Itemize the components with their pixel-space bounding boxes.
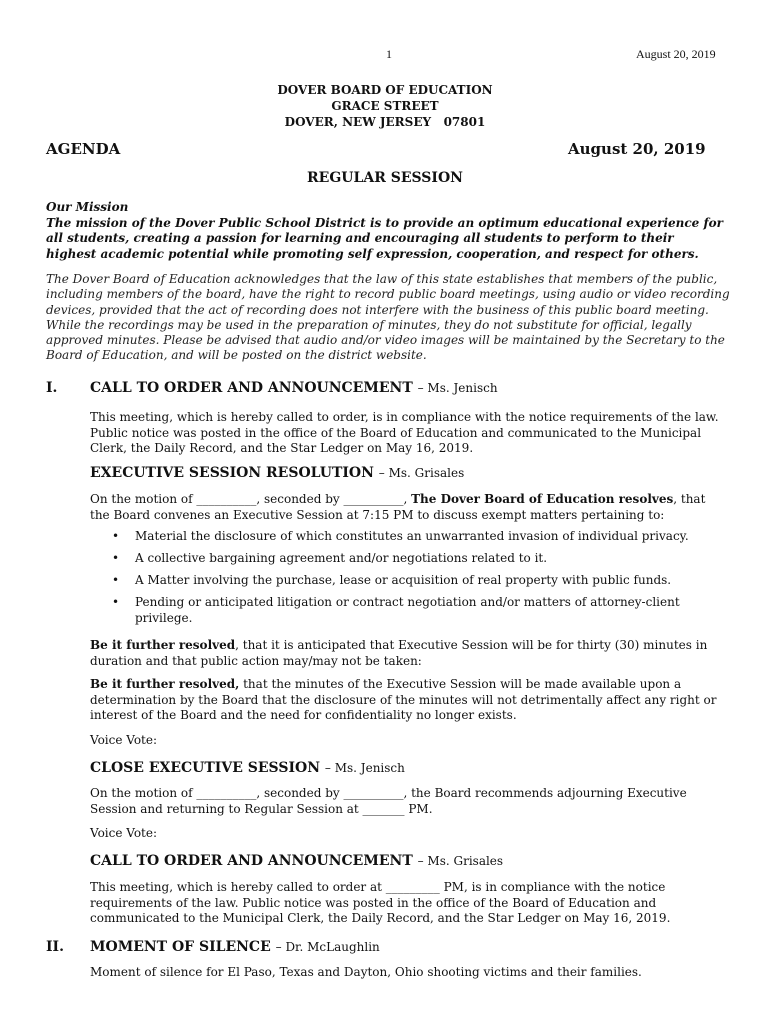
section-2-heading xyxy=(90,939,380,955)
further-resolved-1-text: , that it is anticipated that Executive Session will be for thirty (30) minutes in duration and that public action may/may not be taken: xyxy=(90,638,708,668)
call-order-2-text: This meeting, which is hereby called to order at _________ PM, is in compliance with the notice requirements of the law. Public notice was posted in the office of the Board of Education and communicated to the Municipal Clerk, the Daily Record, and the Star Ledger on May 16, 2019. xyxy=(90,880,671,925)
agenda-date: August 20, 2019 xyxy=(568,140,706,158)
exec-session-heading xyxy=(90,465,464,481)
address-line-1: DOVER BOARD OF EDUCATION xyxy=(277,83,493,97)
bullet-text: A Matter involving the purchase, lease or acquisition of real property with public funds. xyxy=(135,573,672,587)
list-item xyxy=(108,595,728,626)
exec-session-bullets xyxy=(108,529,728,633)
list-item xyxy=(108,551,728,567)
further-resolved-2 xyxy=(90,677,728,724)
section-1-text: This meeting, which is hereby called to order, is in compliance with the notice requirements of the law. Public notice was posted in the office of the Board of Education and communicated to the Municipal Clerk, the Daily Record, and the Star Ledger on May 16, 2019. xyxy=(90,410,719,455)
further-resolved-2-bold: Be it further resolved, xyxy=(90,677,240,691)
section-1-heading xyxy=(90,380,498,396)
mission-block xyxy=(46,200,726,262)
close-session-text: On the motion of __________, seconded by __________, the Board recommends adjourning Executive Session and returning to Regular Session at _______ PM. xyxy=(90,786,687,816)
section-2-number: II. xyxy=(46,939,64,955)
section-2-text: Moment of silence for El Paso, Texas and Dayton, Ohio shooting victims and their families. xyxy=(90,965,642,979)
call-order-2-title: CALL TO ORDER AND ANNOUNCEMENT xyxy=(90,853,413,869)
bullet-icon: • xyxy=(112,595,120,609)
bullet-icon: • xyxy=(112,529,120,543)
exec-session-person: – Ms. Grisales xyxy=(378,466,465,480)
bullet-icon: • xyxy=(112,551,120,565)
section-1-person: – Ms. Jenisch xyxy=(417,381,498,395)
bullet-text: Pending or anticipated litigation or contract negotiation and/or matters of attorney-client privilege. xyxy=(135,595,680,625)
section-2-title: MOMENT OF SILENCE xyxy=(90,939,271,955)
mission-text: The mission of the Dover Public School District is to provide an optimum educational experience for all students, creating a passion for learning and encouraging all students to perform to their highest academic potential while promoting self expression, cooperation, and respect for others. xyxy=(46,215,723,261)
agenda-title: AGENDA xyxy=(46,140,121,158)
list-item xyxy=(108,573,728,589)
motion-text-pre: On the motion of __________, seconded by __________, xyxy=(90,492,412,506)
bullet-text: Material the disclosure of which constitutes an unwarranted invasion of individual privacy. xyxy=(135,529,689,543)
page-number: 1 xyxy=(386,47,392,61)
exec-session-title: EXECUTIVE SESSION RESOLUTION xyxy=(90,465,374,481)
header-date: August 20, 2019 xyxy=(636,47,716,61)
close-session-title: CLOSE EXECUTIVE SESSION xyxy=(90,760,321,776)
call-order-2-person: – Ms. Grisales xyxy=(417,854,504,868)
exec-voice-vote: Voice Vote: xyxy=(90,733,158,747)
list-item xyxy=(108,529,728,545)
call-order-2-heading xyxy=(90,853,503,869)
further-resolved-1-bold: Be it further resolved xyxy=(90,638,236,652)
recording-notice: The Dover Board of Education acknowledges that the law of this state establishes that members of the public, including members of the board, have the right to record public board meetings, using audio or video recording devices, provided that the act of recording does not interfere with the business of this public board meeting. While the recordings may be used in the preparation of minutes, they do not substitute for official, legally approved minutes. Please be advised that audio and/or video images will be maintained by the Secretary to the Board of Education, and will be posted on the district website. xyxy=(46,272,730,363)
close-session-heading xyxy=(90,760,405,776)
further-resolved-1 xyxy=(90,638,728,669)
section-2-person: – Dr. McLaughlin xyxy=(275,940,380,954)
close-session-person: – Ms. Jenisch xyxy=(324,761,405,775)
mission-label: Our Mission xyxy=(46,200,129,214)
session-title: REGULAR SESSION xyxy=(307,170,463,186)
bullet-icon: • xyxy=(112,573,120,587)
address-line-2: GRACE STREET xyxy=(331,99,439,113)
bullet-text: A collective bargaining agreement and/or negotiations related to it. xyxy=(135,551,548,565)
motion-text-post: , that the Board convenes an Executive Session at 7:15 PM to discuss exempt matters pertaining to: xyxy=(90,492,706,522)
section-1-number: I. xyxy=(46,380,58,396)
section-1-title: CALL TO ORDER AND ANNOUNCEMENT xyxy=(90,380,413,396)
further-resolved-2-text: that the minutes of the Executive Session will be made available upon a determination by the Board that the disclosure of the minutes will not detrimentally affect any right or interest of the Board and the need for confidentiality no longer exists. xyxy=(90,677,717,722)
motion-text-bold: The Dover Board of Education resolves xyxy=(411,492,674,506)
address-line-3: DOVER, NEW JERSEY 07801 xyxy=(284,115,486,129)
close-voice-vote: Voice Vote: xyxy=(90,826,158,840)
exec-session-motion xyxy=(90,492,728,523)
